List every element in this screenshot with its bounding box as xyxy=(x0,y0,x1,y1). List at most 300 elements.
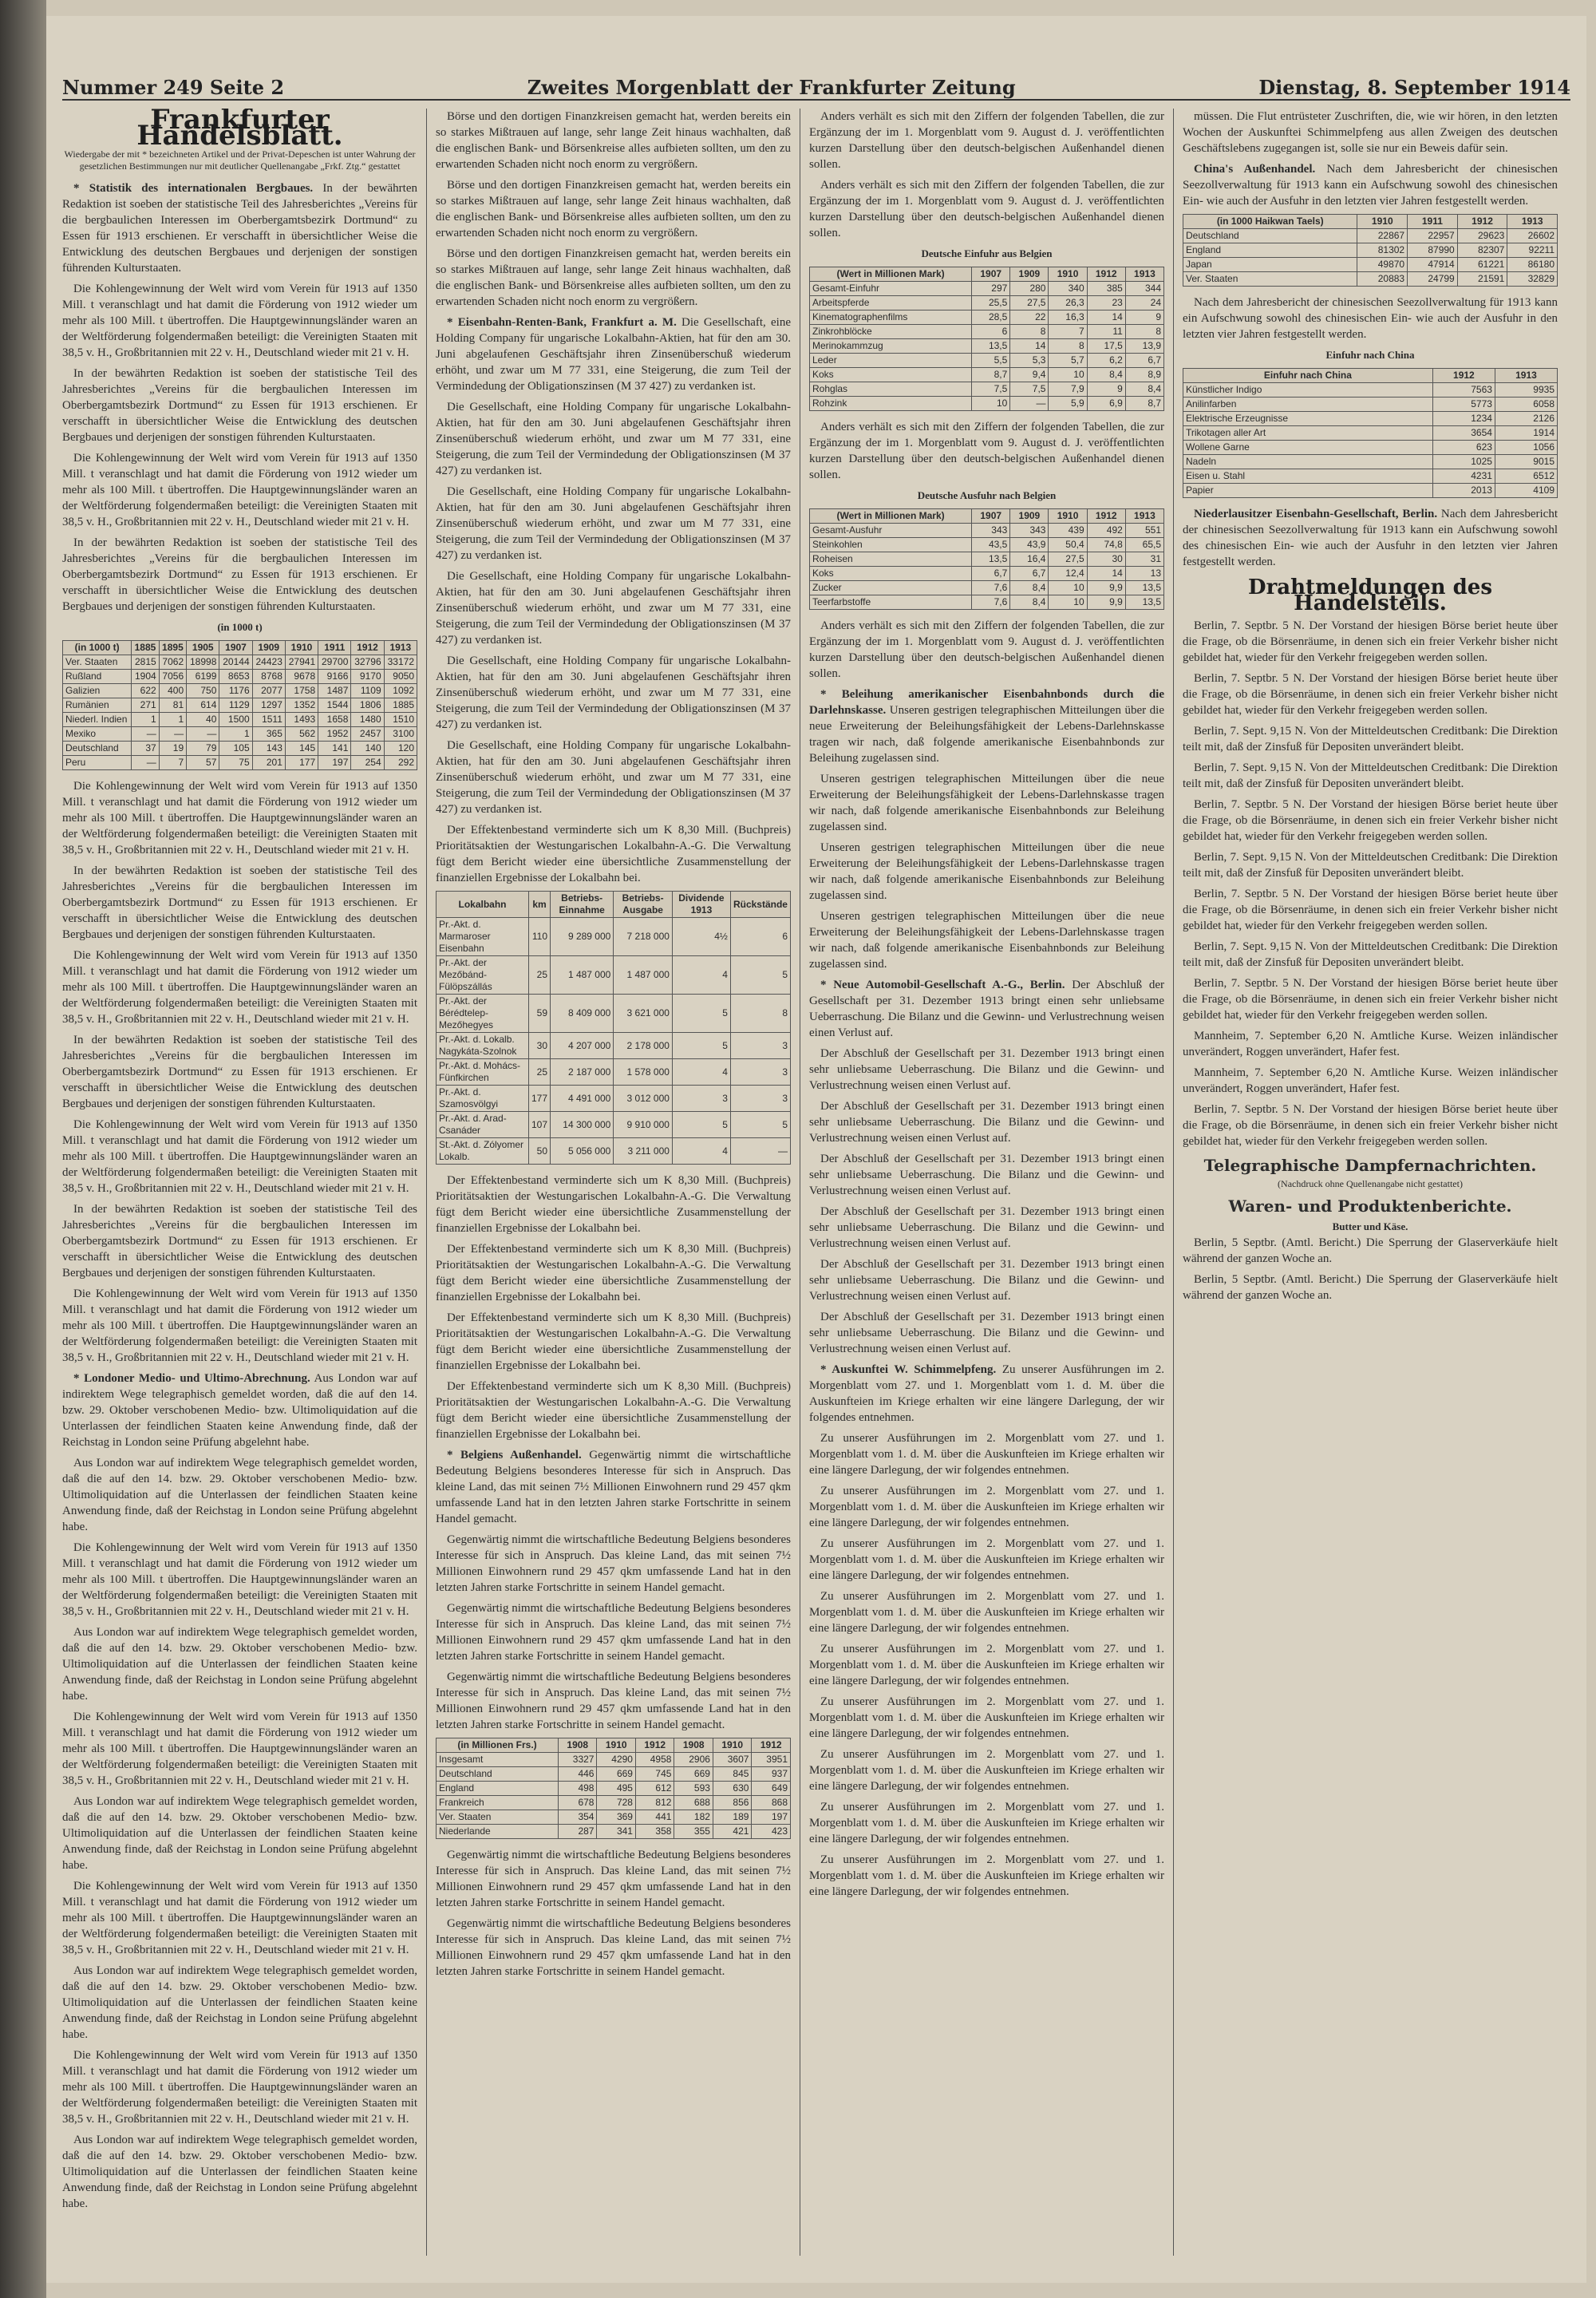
article-text: In der bewährten Redaktion ist soeben der statistische Teil des Jahresberichtes „Vereins für die bergbaulichen Interessen im Oberbergamtsbezirk Dortmund“ zu Essen für 1913 erschienen. Er verschafft in übersichtlicher Weise die Entwicklung des deutschen Bergbaues und derjenigen der sonstigen führenden Kulturstaaten. xyxy=(62,864,417,941)
section-heading: Drahtmeldungen des Handelsteils. xyxy=(1248,575,1492,615)
article-text: Die Kohlengewinnung der Welt wird vom Verein für 1913 auf 1350 Mill. t veranschlagt und hat damit die Förderung von 1912 wieder um mehr als 100 Mill. t übertroffen. Die Hauptgewinnungsländer waren an der Weltförderung folgendermaßen beteiligt: die Vereinigten Staaten mit 38,5 v. H., Großbritannien mit 22 v. H., Deutschland wieder mit 21 v. H. xyxy=(62,780,417,856)
table-cell: 13 xyxy=(1125,567,1163,581)
table-cell: 8,7 xyxy=(972,368,1010,382)
article-text: müssen. Die Flut entrüsteter Zuschriften, die, wie wir hören, in den letzten Wochen der Auskunftei Schimmelpfeng aus allen Zweigen des deutschen Geschäftslebens zugegangen ist, solle sie nur ein Beweis dafür sein. xyxy=(1183,110,1558,155)
table-cell: 1544 xyxy=(318,698,351,713)
coal-table xyxy=(62,640,417,770)
table-cell: 24423 xyxy=(252,655,285,670)
table-cell: 25 xyxy=(528,1059,550,1086)
table-cell: 9 xyxy=(1087,382,1125,397)
table-row xyxy=(810,552,1164,567)
table-row xyxy=(1183,412,1558,426)
table-header-cell: 1909 xyxy=(1010,509,1049,524)
table-cell: 5,3 xyxy=(1010,354,1049,368)
article-text: Gegenwärtig nimmt die wirtschaftliche Bedeutung Belgiens besonderes Interesse für sich in Anspruch. Das kleine Land, das mit seinen 7½ Millionen Einwohnern rund 29 457 qkm umfassende Land hat in den letzten Jahren starke Fortschritte in seinem Handel gemacht. xyxy=(436,1671,791,1731)
table-cell: 5,7 xyxy=(1049,354,1087,368)
table-cell: 11 xyxy=(1087,325,1125,339)
article-title: * Londoner Medio- und Ultimo-Abrechnung. xyxy=(73,1372,310,1385)
table-header-cell: Einfuhr nach China xyxy=(1183,369,1433,383)
table-cell: 8,4 xyxy=(1087,368,1125,382)
table-cell: Ver. Staaten xyxy=(1183,272,1357,287)
column-rule xyxy=(1173,109,1174,2256)
table-cell: 1 xyxy=(132,713,159,727)
table-cell: 50 xyxy=(528,1138,550,1165)
table-cell: 365 xyxy=(252,727,285,742)
table-cell: 4958 xyxy=(635,1753,674,1767)
table-header-cell: 1907 xyxy=(972,509,1010,524)
table-cell: 1510 xyxy=(384,713,417,727)
table-row xyxy=(437,1138,791,1165)
table-cell: Ver. Staaten xyxy=(437,1810,559,1825)
table-cell: Niederl. Indien xyxy=(63,713,132,727)
table-cell: 1129 xyxy=(219,698,252,713)
table-cell: 22957 xyxy=(1408,229,1458,243)
table-cell: 37 xyxy=(132,742,159,756)
article-text: Die Kohlengewinnung der Welt wird vom Verein für 1913 auf 1350 Mill. t veranschlagt und hat damit die Förderung von 1912 wieder um mehr als 100 Mill. t übertroffen. Die Hauptgewinnungsländer waren an der Weltförderung folgendermaßen beteiligt: die Vereinigten Staaten mit 38,5 v. H., Großbritannien mit 22 v. H., Deutschland wieder mit 21 v. H. xyxy=(62,1711,417,1787)
table-row xyxy=(810,339,1164,354)
table-cell: 355 xyxy=(674,1825,713,1839)
table-cell: 1914 xyxy=(1495,426,1557,441)
table-header-cell: Betriebs-Ausgabe xyxy=(614,892,673,918)
article-text: Aus London war auf indirektem Wege telegraphisch gemeldet worden, daß die auf den 14. bzw. 29. Oktober verschobenen Medio- bzw. Ultimoliquidation auf die Unterlassen der feindlichen Staaten keine Anwendung finde, daß der Reichstag in London seine Prüfung abgelehnt habe. xyxy=(62,1457,417,1533)
table-cell: 6058 xyxy=(1495,398,1557,412)
table-row xyxy=(437,1782,791,1796)
table-row xyxy=(1183,398,1558,412)
table-cell: 7056 xyxy=(159,670,186,684)
table-cell: 1487 xyxy=(318,684,351,698)
table-header-cell: 1910 xyxy=(1357,215,1408,229)
table-header-cell: 1905 xyxy=(187,641,219,655)
table-cell: 4 207 000 xyxy=(551,1033,614,1059)
table-header-row xyxy=(810,509,1164,524)
table-cell: 49870 xyxy=(1357,258,1408,272)
telegram-text: Berlin, 7. Sept. 9,15 N. Von der Mitteldeutschen Creditbank: Die Direktion teilt mit, daß der Zinsfuß für Depositen unverändert bleibt. xyxy=(1183,725,1558,753)
table-cell: Rohzink xyxy=(810,397,972,411)
table-cell: 32829 xyxy=(1507,272,1558,287)
telegram-text: Berlin, 7. Septbr. 5 N. Der Vorstand der hiesigen Börse beriet heute über die Frage, ob die Börsenräume, in denen sich ein freier Verkehr bisher nicht gebildet hat, wieder für den Verkehr freigegeben werden sollen. xyxy=(1183,1103,1558,1148)
table-row xyxy=(810,595,1164,610)
table-row xyxy=(437,1825,791,1839)
article-text: Gegenwärtig nimmt die wirtschaftliche Bedeutung Belgiens besonderes Interesse für sich in Anspruch. Das kleine Land, das mit seinen 7½ Millionen Einwohnern rund 29 457 qkm umfassende Land hat in den letzten Jahren starke Fortschritte in seinem Handel gemacht. xyxy=(436,1533,791,1594)
article-text: Der Abschluß der Gesellschaft per 31. Dezember 1913 bringt einen sehr unliebsame Ueberraschung. Die Bilanz und die Gewinn- und Verlustrechnung weisen einen Verlust auf. xyxy=(809,1047,1164,1092)
table-cell: 4290 xyxy=(597,1753,635,1767)
table-cell: 593 xyxy=(674,1782,713,1796)
table-cell: 4½ xyxy=(672,918,730,956)
table-cell: 10 xyxy=(1049,581,1087,595)
table-cell: 22867 xyxy=(1357,229,1408,243)
table-cell: 4231 xyxy=(1432,469,1495,484)
table-row xyxy=(810,354,1164,368)
table-cell: 369 xyxy=(597,1810,635,1825)
article-text: Der Effektenbestand verminderte sich um K 8,30 Mill. (Buchpreis) Prioritätsaktien der Westungarischen Lokalbahn-A.-G. Die Verwaltung fügt dem Bericht wieder eine übersichtliche Zusammenstellung der finanziellen Ergebnisse der Lokalbahn bei. xyxy=(436,824,791,884)
article-text: Der Abschluß der Gesellschaft per 31. Dezember 1913 bringt einen sehr unliebsame Ueberraschung. Die Bilanz und die Gewinn- und Verlustrechnung weisen einen Verlust auf. xyxy=(809,1205,1164,1250)
table-cell: — xyxy=(132,756,159,770)
table-row xyxy=(63,713,417,727)
table-cell: 120 xyxy=(384,742,417,756)
table-cell: 7563 xyxy=(1432,383,1495,398)
table-cell: 649 xyxy=(752,1782,791,1796)
table-row xyxy=(63,698,417,713)
table-cell: 23 xyxy=(1087,296,1125,310)
table-cell: 3100 xyxy=(384,727,417,742)
table-cell: 105 xyxy=(219,742,252,756)
table-row xyxy=(810,310,1164,325)
table-row xyxy=(1183,243,1558,258)
article-title: Niederlausitzer Eisenbahn-Gesellschaft, Berlin. xyxy=(1194,508,1438,520)
telegram-text: Berlin, 7. Sept. 9,15 N. Von der Mitteldeutschen Creditbank: Die Direktion teilt mit, daß der Zinsfuß für Depositen unverändert bleibt. xyxy=(1183,940,1558,969)
table-cell: 177 xyxy=(285,756,318,770)
table-row xyxy=(1183,272,1558,287)
table-cell: 110 xyxy=(528,918,550,956)
table-header-cell: (in Millionen Frs.) xyxy=(437,1738,559,1753)
table-cell: 2126 xyxy=(1495,412,1557,426)
table-cell: Kinematographenfilms xyxy=(810,310,972,325)
table-cell: — xyxy=(159,727,186,742)
table-cell: 3 012 000 xyxy=(614,1086,673,1112)
table-cell: 86180 xyxy=(1507,258,1558,272)
article-text: Zu unserer Ausführungen im 2. Morgenblatt vom 27. und 1. Morgenblatt vom 1. d. M. über die Auskunfteien im Kriege erhalten wir eine längere Darlegung, der wir folgendes entnehmen. xyxy=(809,1485,1164,1529)
table-cell: 5 xyxy=(672,1033,730,1059)
table-cell: 3 xyxy=(672,1086,730,1112)
column-2 xyxy=(436,109,791,2256)
table-cell: 2906 xyxy=(674,1753,713,1767)
table-cell: 630 xyxy=(713,1782,751,1796)
table-row xyxy=(1183,484,1558,498)
table-cell: 197 xyxy=(752,1810,791,1825)
table-header-cell: 1913 xyxy=(384,641,417,655)
table-cell: 9,9 xyxy=(1087,581,1125,595)
table-row xyxy=(437,1112,791,1138)
table-cell: Trikotagen aller Art xyxy=(1183,426,1433,441)
table-cell: 1352 xyxy=(285,698,318,713)
table-cell: 9 910 000 xyxy=(614,1112,673,1138)
table-cell: Frankreich xyxy=(437,1796,559,1810)
table-cell: Pr.-Akt. d. Arad-Csanáder xyxy=(437,1112,529,1138)
table-cell: Pr.-Akt. d. Szamosvölgyi xyxy=(437,1086,529,1112)
table-header-cell: 1912 xyxy=(1087,509,1125,524)
telegram-text: Mannheim, 7. September 6,20 N. Amtliche Kurse. Weizen inländischer unverändert, Roggen unverändert, Hafer fest. xyxy=(1183,1066,1558,1095)
table-cell: 107 xyxy=(528,1112,550,1138)
article-text: Aus London war auf indirektem Wege telegraphisch gemeldet worden, daß die auf den 14. bzw. 29. Oktober verschobenen Medio- bzw. Ultimoliquidation auf die Unterlassen der feindlichen Staaten keine Anwendung finde, daß der Reichstag in London seine Prüfung abgelehnt habe. xyxy=(62,1795,417,1872)
table-cell: 812 xyxy=(635,1796,674,1810)
table-cell: 6,9 xyxy=(1087,397,1125,411)
table-row xyxy=(437,1086,791,1112)
table-caption: (in 1000 t) xyxy=(217,621,263,633)
table-cell: 287 xyxy=(559,1825,597,1839)
table-cell: 197 xyxy=(318,756,351,770)
table-cell: 8,9 xyxy=(1125,368,1163,382)
table-cell: Merinokammzug xyxy=(810,339,972,354)
table-cell: 498 xyxy=(559,1782,597,1796)
table-row xyxy=(63,727,417,742)
table-cell: 28,5 xyxy=(972,310,1010,325)
table-header-cell: 1908 xyxy=(674,1738,713,1753)
article-text: Unseren gestrigen telegraphischen Mitteilungen über die neue Erweiterung der Beleihungsfähigkeit der Lebens-Darlehnskasse tragen wir nach, daß folgende amerikanische Eisenbahnbonds zur Beleihung zugelassen sind. xyxy=(809,841,1164,902)
table-cell: 1806 xyxy=(351,698,384,713)
table-header-cell: 1913 xyxy=(1125,509,1163,524)
table-cell: 22 xyxy=(1010,310,1049,325)
table-cell: 18998 xyxy=(187,655,219,670)
table-cell: 669 xyxy=(597,1767,635,1782)
telegram-text: Berlin, 7. Septbr. 5 N. Der Vorstand der hiesigen Börse beriet heute über die Frage, ob die Börsenräume, in denen sich ein freier Verkehr bisher nicht gebildet hat, wieder für den Verkehr freigegeben werden sollen. xyxy=(1183,619,1558,664)
table-header-cell: 1910 xyxy=(1049,509,1087,524)
telegram-text: Berlin, 7. Septbr. 5 N. Der Vorstand der hiesigen Börse beriet heute über die Frage, ob die Börsenräume, in denen sich ein freier Verkehr bisher nicht gebildet hat, wieder für den Verkehr freigegeben werden sollen. xyxy=(1183,798,1558,843)
article-text: Gegenwärtig nimmt die wirtschaftliche Bedeutung Belgiens besonderes Interesse für sich in Anspruch. Das kleine Land, das mit seinen 7½ Millionen Einwohnern rund 29 457 qkm umfassende Land hat in den letzten Jahren starke Fortschritte in seinem Handel gemacht. xyxy=(436,1449,791,1525)
table-cell: 254 xyxy=(351,756,384,770)
table-row xyxy=(63,655,417,670)
article-text: Zu unserer Ausführungen im 2. Morgenblatt vom 27. und 1. Morgenblatt vom 1. d. M. über die Auskunfteien im Kriege erhalten wir eine längere Darlegung, der wir folgendes entnehmen. xyxy=(809,1590,1164,1635)
table-cell: 19 xyxy=(159,742,186,756)
table-cell: 29700 xyxy=(318,655,351,670)
table-cell: 1658 xyxy=(318,713,351,727)
section-heading: Waren- und Produktenberichte. xyxy=(1228,1196,1512,1216)
column-1 xyxy=(62,109,417,2256)
table-cell: 622 xyxy=(132,684,159,698)
table-cell: 358 xyxy=(635,1825,674,1839)
table-cell: 7 xyxy=(159,756,186,770)
table-cell: 2 187 000 xyxy=(551,1059,614,1086)
table-cell: 50,4 xyxy=(1049,538,1087,552)
table-header-cell: Rückstände xyxy=(730,892,790,918)
table-cell: 14 300 000 xyxy=(551,1112,614,1138)
table-header-row xyxy=(437,1738,791,1753)
table-cell: 623 xyxy=(1432,441,1495,455)
column-3 xyxy=(809,109,1164,2256)
table-cell: 423 xyxy=(752,1825,791,1839)
table-cell: 26,3 xyxy=(1049,296,1087,310)
article-text: In der bewährten Redaktion ist soeben der statistische Teil des Jahresberichtes „Vereins für die bergbaulichen Interessen im Oberbergamtsbezirk Dortmund“ zu Essen für 1913 erschienen. Er verschafft in übersichtlicher Weise die Entwicklung des deutschen Bergbaues und derjenigen der sonstigen führenden Kulturstaaten. xyxy=(62,536,417,613)
table-cell: 141 xyxy=(318,742,351,756)
table-cell: Ver. Staaten xyxy=(63,655,132,670)
masthead-subhead: Wiedergabe der mit * bezeichneten Artikel und der Privat-Depeschen ist unter Wahrung der gesetzlichen Bestimmungen nur mit deutlicher Quellenangabe „Frkf. Ztg.“ gestattet xyxy=(64,148,416,172)
table-cell: 10 xyxy=(1049,595,1087,610)
table-cell: 8,4 xyxy=(1125,382,1163,397)
table-cell: 4 491 000 xyxy=(551,1086,614,1112)
table-cell: 3 211 000 xyxy=(614,1138,673,1165)
table-cell: 551 xyxy=(1125,524,1163,538)
table-row xyxy=(437,1033,791,1059)
table-header-cell: 1913 xyxy=(1507,215,1558,229)
table-cell: 1092 xyxy=(384,684,417,698)
table-cell: 2013 xyxy=(1432,484,1495,498)
table-cell: 10 xyxy=(972,397,1010,411)
table-cell: 9 xyxy=(1125,310,1163,325)
table-cell: England xyxy=(1183,243,1357,258)
table-cell: 341 xyxy=(597,1825,635,1839)
table-cell: 14 xyxy=(1087,310,1125,325)
table-cell: 1952 xyxy=(318,727,351,742)
section-heading: Telegraphische Dampfernachrichten. xyxy=(1203,1156,1537,1175)
article-text: Die Kohlengewinnung der Welt wird vom Verein für 1913 auf 1350 Mill. t veranschlagt und hat damit die Förderung von 1912 wieder um mehr als 100 Mill. t übertroffen. Die Hauptgewinnungsländer waren an der Weltförderung folgendermaßen beteiligt: die Vereinigten Staaten mit 38,5 v. H., Großbritannien mit 22 v. H., Deutschland wieder mit 21 v. H. xyxy=(62,1541,417,1618)
table-cell: 7,6 xyxy=(972,595,1010,610)
article-text: In der bewährten Redaktion ist soeben der statistische Teil des Jahresberichtes „Vereins für die bergbaulichen Interessen im Oberbergamtsbezirk Dortmund“ zu Essen für 1913 erschienen. Er verschafft in übersichtlicher Weise die Entwicklung des deutschen Bergbaues und derjenigen der sonstigen führenden Kulturstaaten. xyxy=(62,1034,417,1110)
article-text: Nach dem Jahresbericht der chinesischen Seezollverwaltung für 1913 kann ein Aufschwung sowohl des chinesischen Ein- wie auch der Ausfuhr in den letzten vier Jahren festgestellt werden. xyxy=(1183,508,1558,568)
table-cell: 33172 xyxy=(384,655,417,670)
table-header-cell: 1912 xyxy=(1432,369,1495,383)
table-cell: 8,7 xyxy=(1125,397,1163,411)
table-cell: Rußland xyxy=(63,670,132,684)
table-cell: 25,5 xyxy=(972,296,1010,310)
table-header-cell: 1910 xyxy=(1049,267,1087,282)
table-cell: 8 xyxy=(730,995,790,1033)
table-cell: Papier xyxy=(1183,484,1433,498)
table-header-cell: 1910 xyxy=(713,1738,751,1753)
table-cell: 29623 xyxy=(1457,229,1507,243)
table-cell: 5,5 xyxy=(972,354,1010,368)
table-cell: 24 xyxy=(1125,296,1163,310)
table-cell: Arbeitspferde xyxy=(810,296,972,310)
table-header-cell: 1910 xyxy=(285,641,318,655)
article-text: Der Abschluß der Gesellschaft per 31. Dezember 1913 bringt einen sehr unliebsame Ueberraschung. Die Bilanz und die Gewinn- und Verlustrechnung weisen einen Verlust auf. xyxy=(809,1258,1164,1303)
article-title: * Eisenbahn-Renten-Bank, Frankfurt a. M. xyxy=(447,316,677,329)
table-cell: Steinkohlen xyxy=(810,538,972,552)
telegram-text: Berlin, 7. Septbr. 5 N. Der Vorstand der hiesigen Börse beriet heute über die Frage, ob die Börsenräume, in denen sich ein freier Verkehr bisher nicht gebildet hat, wieder für den Verkehr freigegeben werden sollen. xyxy=(1183,888,1558,932)
table-cell: Deutschland xyxy=(1183,229,1357,243)
article-text: Die Gesellschaft, eine Holding Company für ungarische Lokalbahn-Aktien, hat für den am 30. Juni abgelaufenen Geschäftsjahr ihren Zinsenüberschuß wiederum erhöht, und zwar um M 77 331, eine Steigerung, die zum Teil der Vermindedung der Obligationszinsen (M 37 427) zu verdanken ist. xyxy=(436,570,791,647)
article-text: Der Effektenbestand verminderte sich um K 8,30 Mill. (Buchpreis) Prioritätsaktien der Westungarischen Lokalbahn-A.-G. Die Verwaltung fügt dem Bericht wieder eine übersichtliche Zusammenstellung der finanziellen Ergebnisse der Lokalbahn bei. xyxy=(436,1243,791,1303)
section-subhead: (Nachdruck ohne Quellenangabe nicht gestattet) xyxy=(1278,1178,1463,1189)
table-cell: Teerfarbstoffe xyxy=(810,595,972,610)
table-header-cell: 1913 xyxy=(1495,369,1557,383)
table-cell: 79 xyxy=(187,742,219,756)
belgien-import-table xyxy=(809,267,1164,411)
article-title: * Auskunftei W. Schimmelpfeng. xyxy=(820,1363,997,1376)
table-header-cell: (in 1000 t) xyxy=(63,641,132,655)
article-text: Gegenwärtig nimmt die wirtschaftliche Bedeutung Belgiens besonderes Interesse für sich in Anspruch. Das kleine Land, das mit seinen 7½ Millionen Einwohnern rund 29 457 qkm umfassende Land hat in den letzten Jahren starke Fortschritte in seinem Handel gemacht. xyxy=(436,1602,791,1663)
telegram-text: Berlin, 7. Septbr. 5 N. Der Vorstand der hiesigen Börse beriet heute über die Frage, ob die Börsenräume, in denen sich ein freier Verkehr bisher nicht gebildet hat, wieder für den Verkehr freigegeben werden sollen. xyxy=(1183,672,1558,717)
table-cell: 1 487 000 xyxy=(551,956,614,995)
table-cell: 16,4 xyxy=(1010,552,1049,567)
table-cell: 30 xyxy=(528,1033,550,1059)
table-cell: 688 xyxy=(674,1796,713,1810)
article-text: Die Gesellschaft, eine Holding Company für ungarische Lokalbahn-Aktien, hat für den am 30. Juni abgelaufenen Geschäftsjahr ihren Zinsenüberschuß wiederum erhöht, und zwar um M 77 331, eine Steigerung, die zum Teil der Vermindedung der Obligationszinsen (M 37 427) zu verdanken ist. xyxy=(436,739,791,816)
table-row xyxy=(437,1810,791,1825)
table-header-cell: 1907 xyxy=(972,267,1010,282)
article-text: Anders verhält es sich mit den Ziffern der folgenden Tabellen, die zur Ergänzung der im 1. Morgenblatt vom 9. August d. J. veröffentlichten kurzen Darstellung über den deutsch-belgischen Außenhandel dienen sollen. xyxy=(809,179,1164,239)
article-text: Die Gesellschaft, eine Holding Company für ungarische Lokalbahn-Aktien, hat für den am 30. Juni abgelaufenen Geschäftsjahr ihren Zinsenüberschuß wiederum erhöht, und zwar um M 77 331, eine Steigerung, die zum Teil der Vermindedung der Obligationszinsen (M 37 427) zu verdanken ist. xyxy=(436,485,791,562)
table-cell: Galizien xyxy=(63,684,132,698)
table-row xyxy=(810,382,1164,397)
table-cell: 14 xyxy=(1087,567,1125,581)
table-cell: 47914 xyxy=(1408,258,1458,272)
article-text: Die Kohlengewinnung der Welt wird vom Verein für 1913 auf 1350 Mill. t veranschlagt und hat damit die Förderung von 1912 wieder um mehr als 100 Mill. t übertroffen. Die Hauptgewinnungsländer waren an der Weltförderung folgendermaßen beteiligt: die Vereinigten Staaten mit 38,5 v. H., Großbritannien mit 22 v. H., Deutschland wieder mit 21 v. H. xyxy=(62,452,417,528)
table-cell: 59 xyxy=(528,995,550,1033)
table-cell: Rohglas xyxy=(810,382,972,397)
table-cell: Zucker xyxy=(810,581,972,595)
table-header-cell: 1908 xyxy=(559,1738,597,1753)
table-cell: — xyxy=(1010,397,1049,411)
table-cell: 1758 xyxy=(285,684,318,698)
china-import-table xyxy=(1183,368,1558,498)
table-cell: 3951 xyxy=(752,1753,791,1767)
table-row xyxy=(810,325,1164,339)
table-cell: 7 218 000 xyxy=(614,918,673,956)
table-cell: 189 xyxy=(713,1810,751,1825)
table-cell: 937 xyxy=(752,1767,791,1782)
table-cell: 82307 xyxy=(1457,243,1507,258)
table-cell: 271 xyxy=(132,698,159,713)
header-page-number: Nummer 249 Seite 2 xyxy=(62,76,285,99)
table-header-row xyxy=(437,892,791,918)
page-header xyxy=(62,72,1570,101)
table-cell: 340 xyxy=(1049,282,1087,296)
table-row xyxy=(63,756,417,770)
table-row xyxy=(1183,455,1558,469)
table-cell: 8,4 xyxy=(1010,581,1049,595)
table-cell: England xyxy=(437,1782,559,1796)
article-text: Zu unserer Ausführungen im 2. Morgenblatt vom 27. und 1. Morgenblatt vom 1. d. M. über die Auskunfteien im Kriege erhalten wir eine längere Darlegung, der wir folgendes entnehmen. xyxy=(809,1695,1164,1740)
table-cell: 297 xyxy=(972,282,1010,296)
table-cell: 27,5 xyxy=(1010,296,1049,310)
column-rule xyxy=(426,109,427,2256)
table-cell: 343 xyxy=(972,524,1010,538)
table-cell: 13,5 xyxy=(1125,581,1163,595)
table-row xyxy=(437,956,791,995)
china-table xyxy=(1183,214,1558,287)
table-cell: 61221 xyxy=(1457,258,1507,272)
table-row xyxy=(437,918,791,956)
article-text: Der Abschluß der Gesellschaft per 31. Dezember 1913 bringt einen sehr unliebsame Ueberraschung. Die Bilanz und die Gewinn- und Verlustrechnung weisen einen Verlust auf. xyxy=(809,1153,1164,1197)
table-cell: 1056 xyxy=(1495,441,1557,455)
article-text: Zu unserer Ausführungen im 2. Morgenblatt vom 27. und 1. Morgenblatt vom 1. d. M. über die Auskunfteien im Kriege erhalten wir eine längere Darlegung, der wir folgendes entnehmen. xyxy=(809,1748,1164,1793)
article-text: Die Gesellschaft, eine Holding Company für ungarische Lokalbahn-Aktien, hat für den am 30. Juni abgelaufenen Geschäftsjahr ihren Zinsenüberschuß wiederum erhöht, und zwar um M 77 331, eine Steigerung, die zum Teil der Vermindedung der Obligationszinsen (M 37 427) zu verdanken ist. xyxy=(436,316,791,393)
table-cell: Roheisen xyxy=(810,552,972,567)
table-cell: 32796 xyxy=(351,655,384,670)
table-cell: 3327 xyxy=(559,1753,597,1767)
table-cell: 1904 xyxy=(132,670,159,684)
table-cell: 13,5 xyxy=(1125,595,1163,610)
table-cell: 87990 xyxy=(1408,243,1458,258)
table-row xyxy=(1183,258,1558,272)
table-header-cell: 1885 xyxy=(132,641,159,655)
article-title: * Neue Automobil-Gesellschaft A.-G., Berlin. xyxy=(820,979,1065,991)
table-cell: 1176 xyxy=(219,684,252,698)
table-cell: 5 xyxy=(672,1112,730,1138)
article-text: Die Gesellschaft, eine Holding Company für ungarische Lokalbahn-Aktien, hat für den am 30. Juni abgelaufenen Geschäftsjahr ihren Zinsenüberschuß wiederum erhöht, und zwar um M 77 331, eine Steigerung, die zum Teil der Vermindedung der Obligationszinsen (M 37 427) zu verdanken ist. xyxy=(436,655,791,731)
article-text: Die Kohlengewinnung der Welt wird vom Verein für 1913 auf 1350 Mill. t veranschlagt und hat damit die Förderung von 1912 wieder um mehr als 100 Mill. t übertroffen. Die Hauptgewinnungsländer waren an der Weltförderung folgendermaßen beteiligt: die Vereinigten Staaten mit 38,5 v. H., Großbritannien mit 22 v. H., Deutschland wieder mit 21 v. H. xyxy=(62,1880,417,1956)
table-header-cell: 1912 xyxy=(752,1738,791,1753)
article-text: Zu unserer Ausführungen im 2. Morgenblatt vom 27. und 1. Morgenblatt vom 1. d. M. über die Auskunfteien im Kriege erhalten wir eine längere Darlegung, der wir folgendes entnehmen. xyxy=(809,1853,1164,1898)
table-cell: 6,2 xyxy=(1087,354,1125,368)
table-cell: 140 xyxy=(351,742,384,756)
table-caption: Deutsche Einfuhr aus Belgien xyxy=(921,247,1053,259)
table-cell: 4 xyxy=(672,956,730,995)
table-cell: St.-Akt. d. Zólyomer Lokalb. xyxy=(437,1138,529,1165)
telegram-text: Mannheim, 7. September 6,20 N. Amtliche Kurse. Weizen inländischer unverändert, Roggen unverändert, Hafer fest. xyxy=(1183,1030,1558,1058)
table-cell: 4 xyxy=(672,1138,730,1165)
table-cell: 27,5 xyxy=(1049,552,1087,567)
table-cell: 4109 xyxy=(1495,484,1557,498)
table-cell: 143 xyxy=(252,742,285,756)
table-cell: Koks xyxy=(810,567,972,581)
table-cell: 3 xyxy=(730,1033,790,1059)
table-cell: 6,7 xyxy=(1125,354,1163,368)
article-text: Gegenwärtig nimmt die wirtschaftliche Bedeutung Belgiens besonderes Interesse für sich in Anspruch. Das kleine Land, das mit seinen 7½ Millionen Einwohnern rund 29 457 qkm umfassende Land hat in den letzten Jahren starke Fortschritte in seinem Handel gemacht. xyxy=(436,1849,791,1909)
table-row xyxy=(810,567,1164,581)
table-cell: 4 xyxy=(672,1059,730,1086)
article-text: Zu unserer Ausführungen im 2. Morgenblatt vom 27. und 1. Morgenblatt vom 1. d. M. über die Auskunfteien im Kriege erhalten wir eine längere Darlegung, der wir folgendes entnehmen. xyxy=(809,1801,1164,1845)
table-caption: Einfuhr nach China xyxy=(1325,349,1415,361)
table-header-cell: 1912 xyxy=(1457,215,1507,229)
table-header-cell: 1907 xyxy=(219,641,252,655)
article-text: Börse und den dortigen Finanzkreisen gemacht hat, werden bereits ein so starkes Mißtrauen auf lange, sehr lange Zeit hinaus wachhalten, daß die englischen Bank- und Börsenkreise alles aufbieten sollten, um den zu erwartenden Schaden nicht noch enorm zu vergrößern. xyxy=(436,179,791,239)
table-cell: Pr.-Akt. der Mezőbánd-Fülöpszállás xyxy=(437,956,529,995)
table-cell: 40 xyxy=(187,713,219,727)
table-cell: 280 xyxy=(1010,282,1049,296)
table-cell: 9935 xyxy=(1495,383,1557,398)
table-row xyxy=(1183,229,1558,243)
table-cell: Pr.-Akt. der Bérédtelep-Mezőhegyes xyxy=(437,995,529,1033)
